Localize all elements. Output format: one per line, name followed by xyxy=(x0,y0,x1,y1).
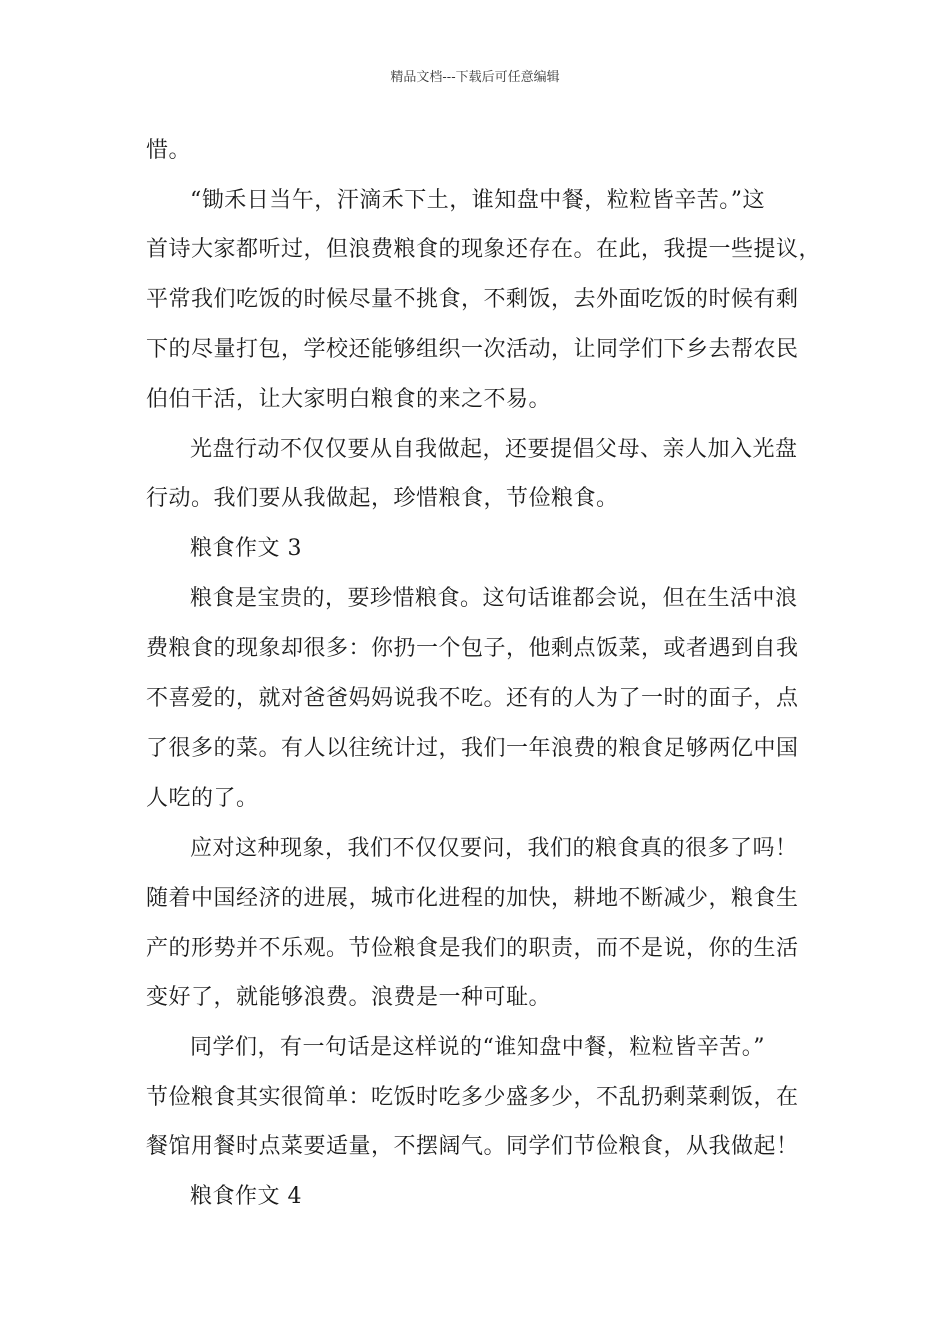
text-line: 不喜爱的，就对爸爸妈妈说我不吃。还有的人为了一时的面子，点 xyxy=(146,686,799,711)
text-line: “锄禾日当午，汗滴禾下土，谁知盘中餐，粒粒皆辛苦。”这 xyxy=(190,188,765,213)
text-line: 人吃的了。 xyxy=(146,786,259,811)
text-line: 餐馆用餐时点菜要适量，不摆阔气。同学们节俭粮食，从我做起！ xyxy=(146,1134,799,1159)
text-line: 行动。我们要从我做起，珍惜粮食，节俭粮食。 xyxy=(146,486,619,511)
text-line: 应对这种现象，我们不仅仅要问，我们的粮食真的很多了吗！ xyxy=(190,836,798,861)
text-line: 变好了，就能够浪费。浪费是一种可耻。 xyxy=(146,985,552,1010)
text-line: 产的形势并不乐观。节俭粮食是我们的职责，而不是说，你的生活 xyxy=(146,936,799,961)
page-header: 精品文档---下载后可任意编辑 xyxy=(390,70,560,85)
text-line: 平常我们吃饭的时候尽量不挑食，不剩饭，去外面吃饭的时候有剩 xyxy=(146,287,799,312)
text-line: 了很多的菜。有人以往统计过，我们一年浪费的粮食足够两亿中国 xyxy=(146,736,799,761)
text-line: 光盘行动不仅仅要从自我做起，还要提倡父母、亲人加入光盘 xyxy=(190,437,798,462)
text-line: 费粮食的现象却很多：你扔一个包子，他剩点饭菜，或者遇到自我 xyxy=(146,636,799,661)
text-line: 惜。 xyxy=(146,138,192,163)
text-line: 下的尽量打包，学校还能够组织一次活动，让同学们下乡去帮农民 xyxy=(146,337,799,362)
text-line: 首诗大家都听过，但浪费粮食的现象还存在。在此，我提一些提议， xyxy=(146,237,822,262)
text-line: 粮食是宝贵的，要珍惜粮食。这句话谁都会说，但在生活中浪 xyxy=(190,586,798,611)
text-line: 粮食作文 3 xyxy=(190,536,302,561)
text-line: 伯伯干活，让大家明白粮食的来之不易。 xyxy=(146,387,552,412)
text-line: 节俭粮食其实很简单：吃饭时吃多少盛多少，不乱扔剩菜剩饭，在 xyxy=(146,1085,799,1110)
text-line: 粮食作文 4 xyxy=(190,1184,302,1209)
text-line: 随着中国经济的进展，城市化进程的加快，耕地不断减少，粮食生 xyxy=(146,886,799,911)
text-line: 同学们，有一句话是这样说的“谁知盘中餐，粒粒皆辛苦。” xyxy=(190,1035,765,1060)
